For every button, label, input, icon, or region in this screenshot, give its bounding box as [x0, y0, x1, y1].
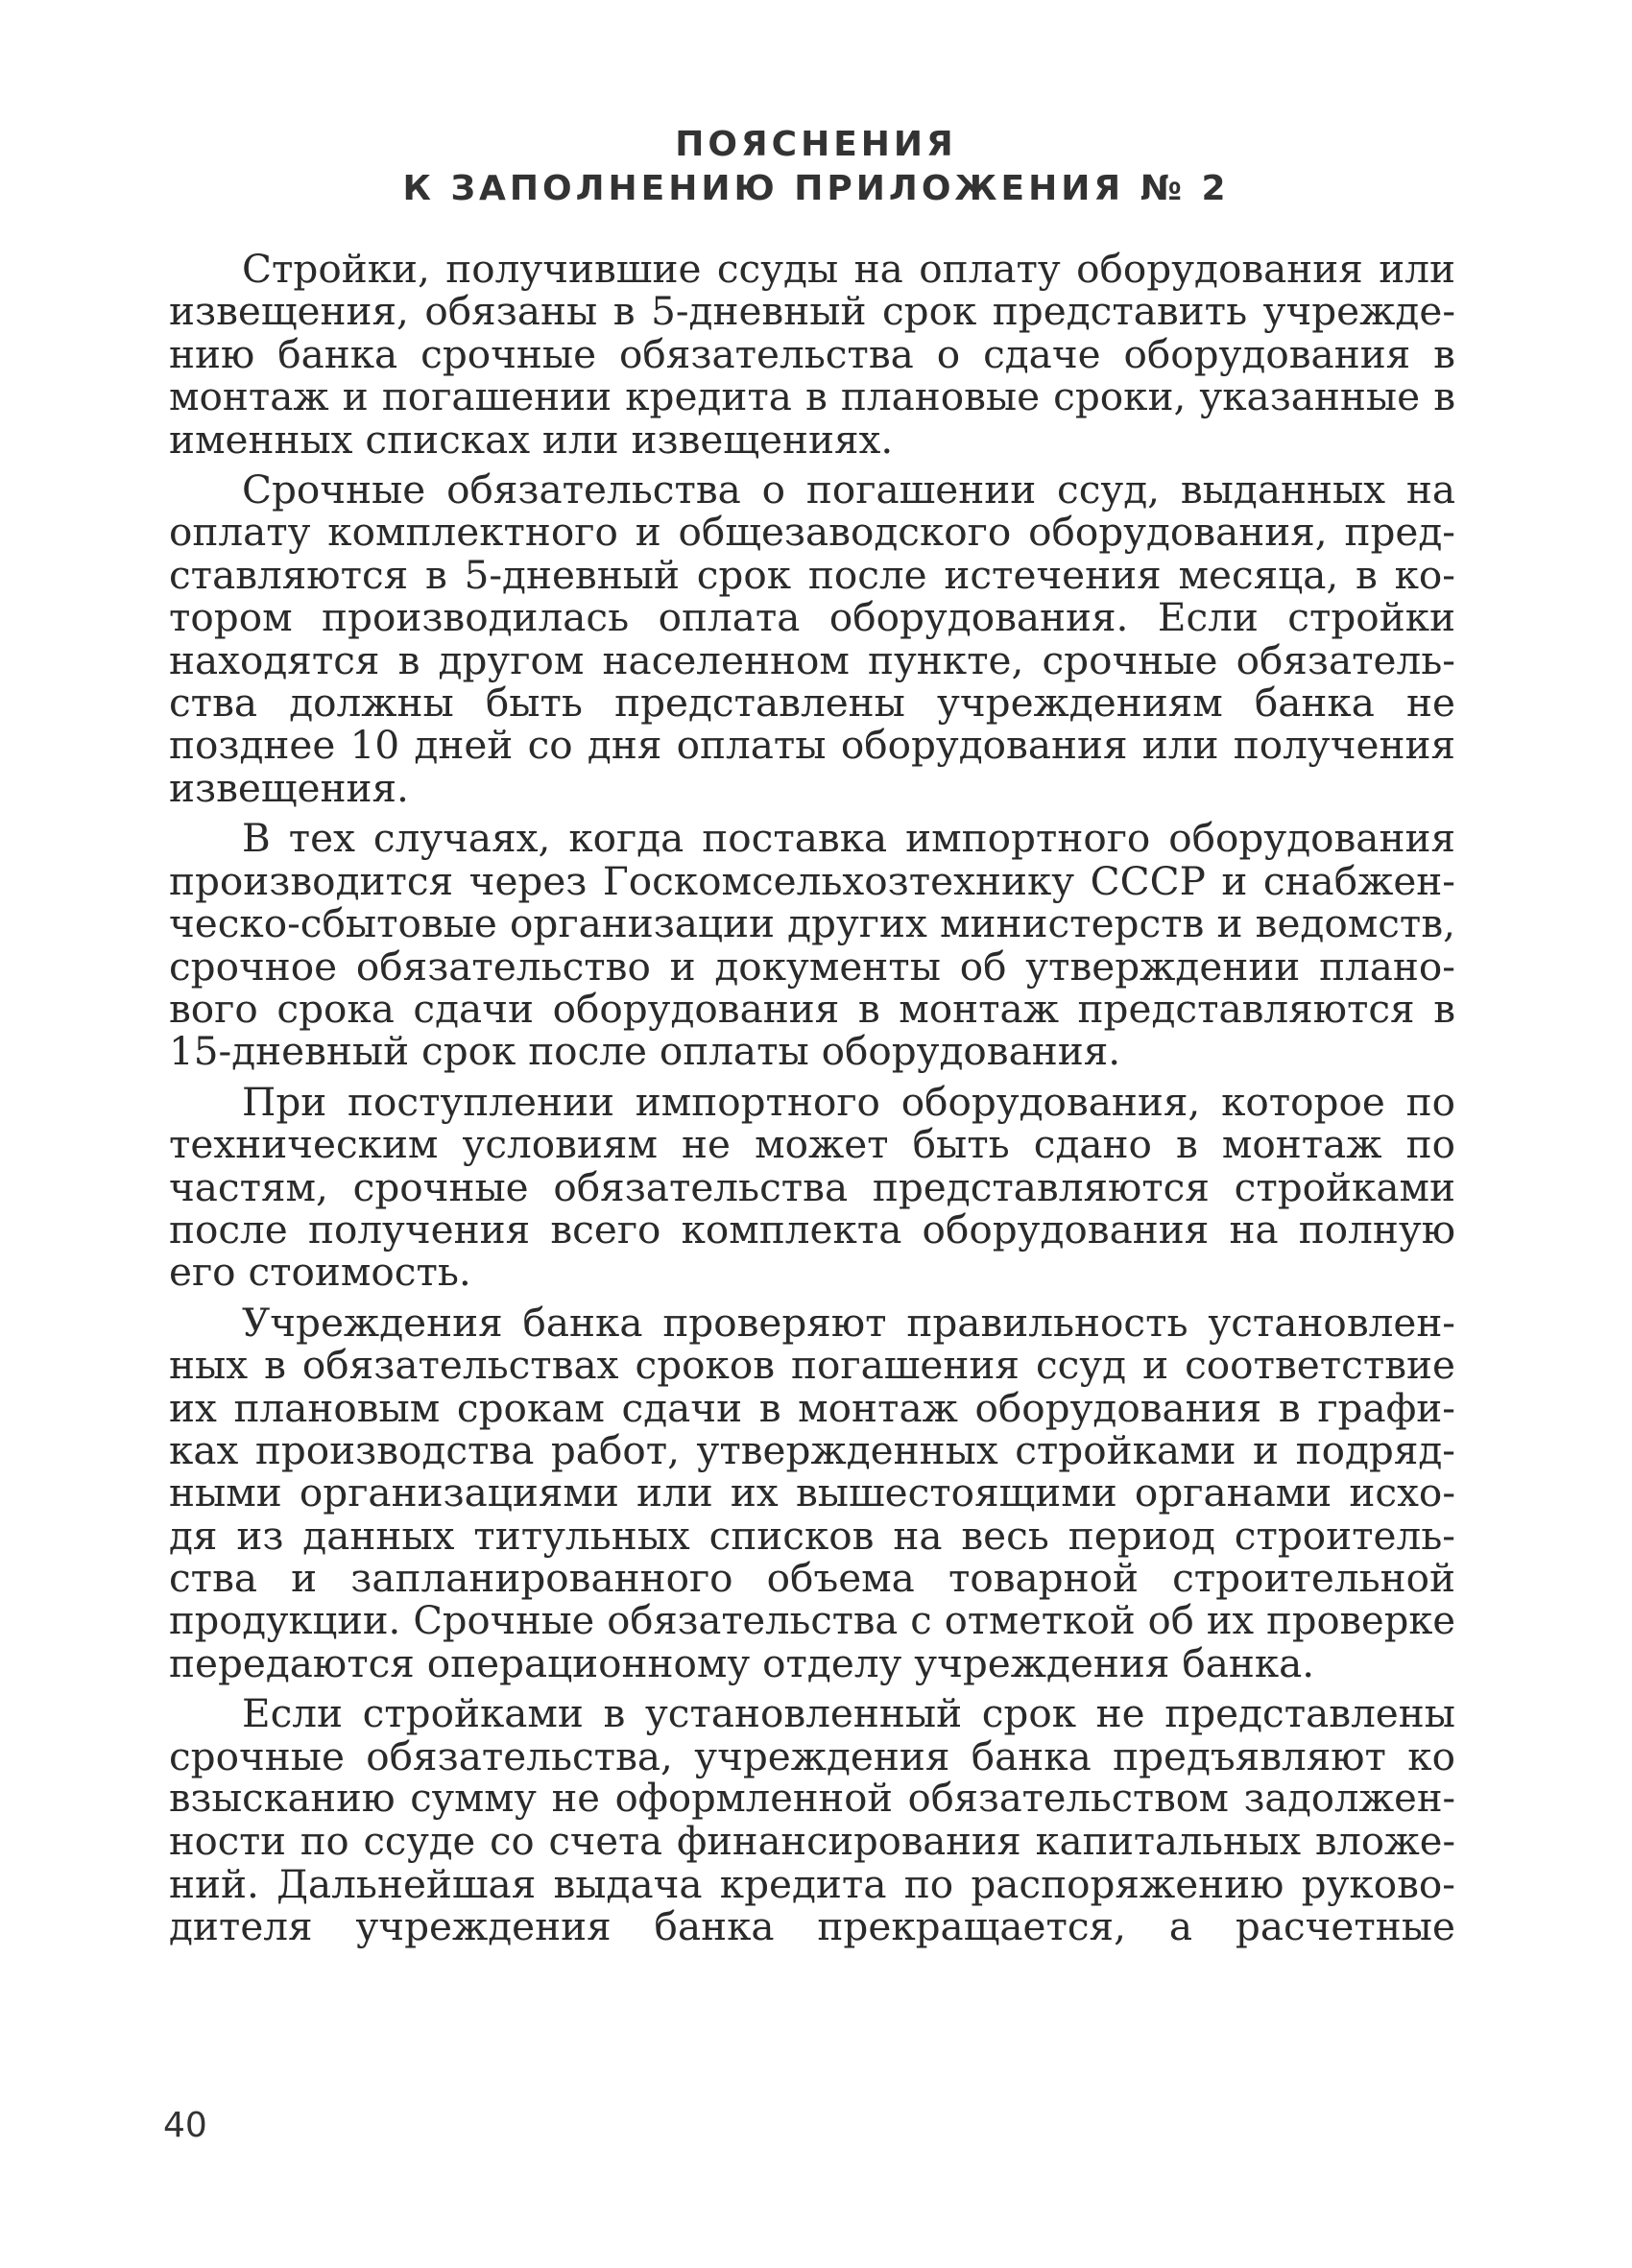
text-line: ности по ссуде со счета финансирования капитальных вложе-	[169, 1819, 1455, 1864]
text-line: оплату комплектного и общезаводского оборудования, пред-	[169, 509, 1455, 556]
text-line: Стройки, получившие ссуды на оплату оборудования или	[242, 246, 1455, 292]
text-line: срочное обязательство и документы об утверждении плано-	[169, 943, 1455, 990]
heading-title: ПОЯСНЕНИЯ	[675, 125, 957, 164]
paragraph-3	[169, 815, 1455, 1075]
text-line: ний. Дальнейшая выдача кредита по распоряжению руково-	[169, 1861, 1455, 1908]
text-line: В тех случаях, когда поставка импортного оборудования	[242, 815, 1455, 862]
paragraph-5	[169, 1301, 1455, 1685]
text-line: именных списках или извещениях.	[169, 416, 894, 463]
text-line: ства и запланированного объема товарной строительной	[169, 1555, 1455, 1602]
text-line: взысканию сумму не оформленной обязательством задолжен-	[169, 1777, 1455, 1822]
text-line: находятся в другом населенном пункте, срочные обязатель-	[169, 636, 1455, 683]
text-line: нию банка срочные обязательства о сдаче оборудования в	[169, 330, 1455, 377]
page-number: 40	[163, 2106, 207, 2145]
text-line: его стоимость.	[169, 1249, 471, 1296]
text-line: передаются операционному отделу учреждения банка.	[169, 1640, 1315, 1686]
body-text	[169, 248, 1455, 1956]
heading-subtitle: К ЗАПОЛНЕНИЮ ПРИЛОЖЕНИЯ № 2	[402, 169, 1230, 208]
text-line: после получения всего комплекта оборудования на полную	[169, 1206, 1455, 1253]
text-line: дя из данных титульных списков на весь период строитель-	[169, 1512, 1455, 1559]
text-line: техническим условиям не может быть сдано в монтаж по	[169, 1121, 1455, 1168]
text-line: тором производилась оплата оборудования. Если стройки	[169, 594, 1455, 641]
text-line: срочные обязательства, учреждения банка предъявляют ко	[169, 1732, 1455, 1779]
paragraph-6	[169, 1690, 1455, 1950]
text-line: частям, срочные обязательства представляются стройками	[169, 1163, 1455, 1210]
text-line: продукции. Срочные обязательства с отметкой об их проверке	[169, 1598, 1455, 1643]
text-line: Срочные обязательства о погашении ссуд, выданных на	[242, 466, 1455, 513]
paragraph-1	[169, 248, 1455, 461]
text-line: производится через Госкомсельхозтехнику СССР и снабжен-	[169, 857, 1455, 904]
text-line: ных в обязательствах сроков погашения ссуд и соответствие	[169, 1342, 1455, 1389]
text-line: их плановым срокам сдачи в монтаж оборудования в графи-	[169, 1384, 1455, 1431]
text-line: извещения.	[169, 764, 409, 811]
text-line: позднее 10 дней со дня оплаты оборудования или получения	[169, 722, 1455, 769]
text-line: При поступлении импортного оборудования, которое по	[242, 1078, 1455, 1125]
text-line: ческо-сбытовые организации других министерств и ведомств,	[169, 900, 1455, 947]
paragraph-2	[169, 468, 1455, 809]
text-line: ства должны быть представлены учреждениям банка не	[169, 680, 1455, 727]
text-line: Если стройками в установленный срок не представлены	[242, 1690, 1455, 1737]
text-line: дителя учреждения банка прекращается, а расчетные	[169, 1903, 1455, 1950]
text-line: вого срока сдачи оборудования в монтаж представляются в	[169, 985, 1455, 1032]
text-line: Учреждения банка проверяют правильность установлен-	[242, 1299, 1455, 1346]
paragraph-4	[169, 1078, 1455, 1296]
text-line: 15-дневный срок после оплаты оборудования.	[169, 1028, 1121, 1075]
text-line: монтаж и погашении кредита в плановые сроки, указанные в	[169, 373, 1455, 420]
text-line: извещения, обязаны в 5-дневный срок представить учрежде-	[169, 288, 1455, 335]
text-line: ках производства работ, утвержденных стройками и подряд-	[169, 1426, 1455, 1473]
text-line: ными организациями или их вышестоящими органами исхо-	[169, 1469, 1455, 1516]
text-line: ставляются в 5-дневный срок после истечения месяца, в ко-	[169, 551, 1455, 598]
